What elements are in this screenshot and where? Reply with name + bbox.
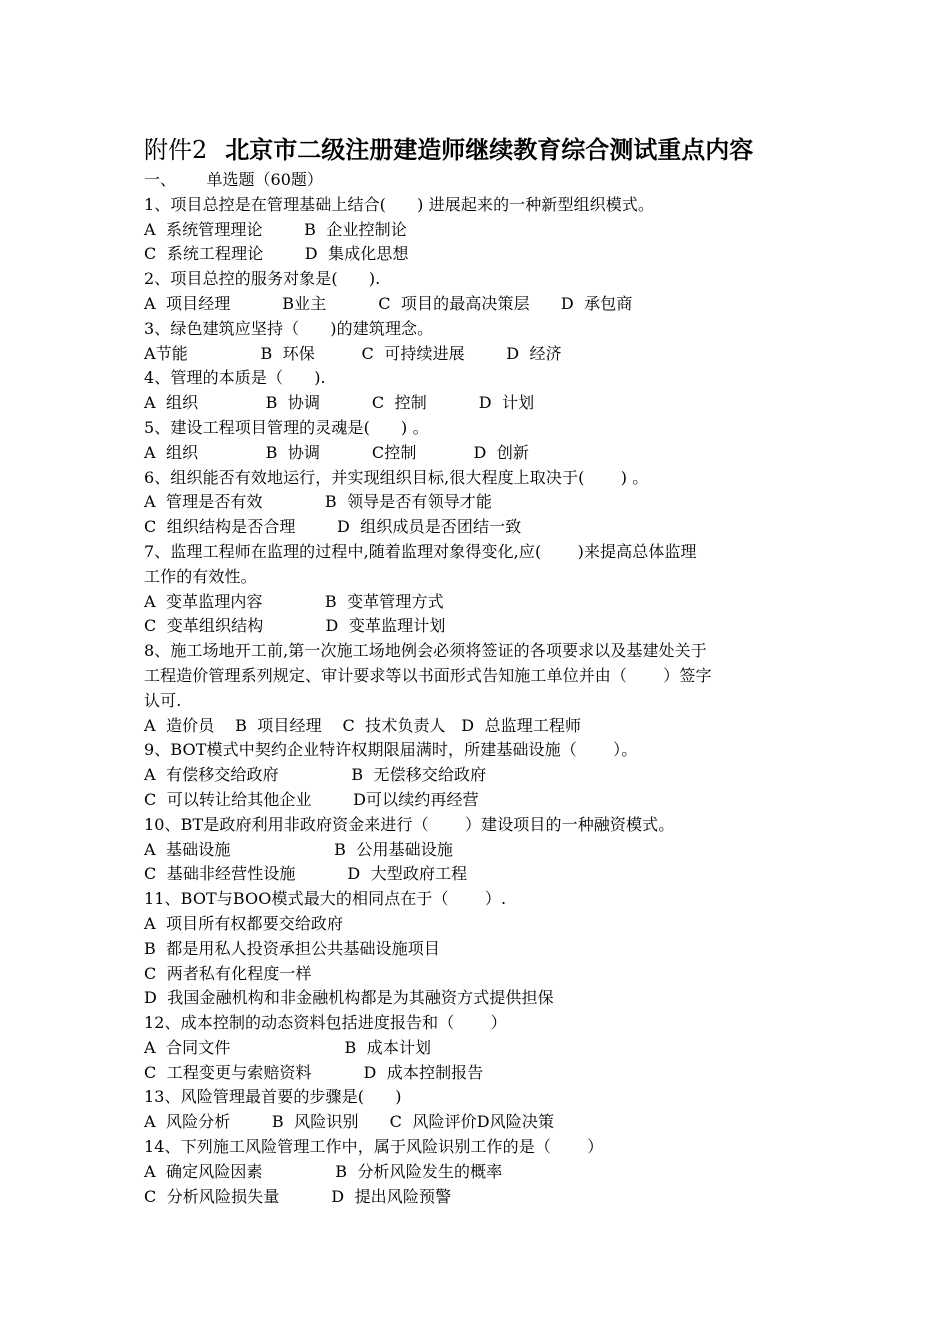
title-main: 北京市二级注册建造师继续教育综合测试重点内容	[225, 135, 754, 164]
question-line: A 项目所有权都要交给政府	[144, 913, 344, 933]
question-line: 6、组织能否有效地运行，并实现组织目标,很大程度上取决于( ) 。	[144, 467, 649, 487]
question-line: 10、BT是政府利用非政府资金来进行（ ）建设项目的一种融资模式。	[144, 814, 675, 834]
document-page	[144, 132, 814, 1209]
question-line: A 系统管理理论 B 企业控制论	[144, 219, 407, 239]
question-line: 认可.	[144, 690, 182, 710]
question-line: A节能 B 环保 C 可持续进展 D 经济	[144, 343, 562, 363]
question-line: C 组织结构是否合理 D 组织成员是否团结一致	[144, 517, 522, 537]
question-line: A 合同文件 B 成本计划	[144, 1037, 432, 1057]
question-line: A 项目经理 B业主 C 项目的最高决策层 D 承包商	[144, 293, 633, 313]
question-line: 工程造价管理系列规定、审计要求等以书面形式告知施工单位并由（ ）签字	[144, 665, 712, 685]
question-line: A 管理是否有效 B 领导是否有领导才能	[144, 492, 492, 512]
question-line: 8、施工场地开工前,第一次施工场地例会必须将签证的各项要求以及基建处关于	[144, 641, 707, 661]
question-line: C 两者私有化程度一样	[144, 963, 312, 983]
question-line: 1、项目总控是在管理基础上结合( ) 进展起来的一种新型组织模式。	[144, 194, 655, 214]
question-line: 7、监理工程师在监理的过程中,随着监理对象得变化,应( )来提高总体监理	[144, 541, 697, 561]
question-line: A 确定风险因素 B 分析风险发生的概率	[144, 1161, 503, 1181]
question-line: C 可以转让给其他企业 D可以续约再经营	[144, 789, 479, 809]
title-prefix: 附件2	[144, 136, 208, 164]
question-line: A 变革监理内容 B 变革管理方式	[144, 591, 444, 611]
section-heading: 一、 单选题（60题）	[144, 170, 323, 189]
question-line: 2、项目总控的服务对象是( ).	[144, 269, 381, 289]
question-line: 14、下列施工风险管理工作中，属于风险识别工作的是（ ）	[144, 1137, 604, 1157]
question-line: 5、建设工程项目管理的灵魂是( ) 。	[144, 417, 429, 437]
question-line: C 工程变更与索赔资料 D 成本控制报告	[144, 1062, 484, 1082]
question-line: 11、BOT与BOO模式最大的相同点在于（ ）.	[144, 889, 507, 909]
question-line: A 造价员 B 项目经理 C 技术负责人 D 总监理工程师	[144, 715, 582, 735]
question-line: A 基础设施 B 公用基础设施	[144, 839, 453, 859]
question-line: 13、风险管理最首要的步骤是( )	[144, 1087, 402, 1107]
question-line: C 基础非经营性设施 D 大型政府工程	[144, 864, 468, 884]
question-line: C 系统工程理论 D 集成化思想	[144, 244, 409, 264]
question-line: A 风险分析 B 风险识别 C 风险评价D风险决策	[144, 1112, 555, 1132]
question-line: C 变革组织结构 D 变革监理计划	[144, 616, 446, 636]
question-line: 3、绿色建筑应坚持（ )的建筑理念。	[144, 318, 434, 338]
question-line: 4、管理的本质是（ ).	[144, 368, 326, 388]
question-line: A 组织 B 协调 C 控制 D 计划	[144, 393, 535, 413]
question-line: 12、成本控制的动态资料包括进度报告和（ ）	[144, 1013, 507, 1033]
question-line: C 分析风险损失量 D 提出风险预警	[144, 1186, 452, 1206]
question-line: D 我国金融机构和非金融机构都是为其融资方式提供担保	[144, 988, 554, 1008]
question-line: A 有偿移交给政府 B 无偿移交给政府	[144, 765, 487, 785]
question-line: 工作的有效性。	[144, 566, 257, 586]
question-line: A 组织 B 协调 C控制 D 创新	[144, 442, 530, 462]
document-title	[144, 132, 814, 168]
question-line: 9、BOT模式中契约企业特许权期限届满时，所建基础设施（ ）。	[144, 740, 638, 760]
question-list	[144, 193, 814, 1210]
question-line: B 都是用私人投资承担公共基础设施项目	[144, 938, 440, 958]
